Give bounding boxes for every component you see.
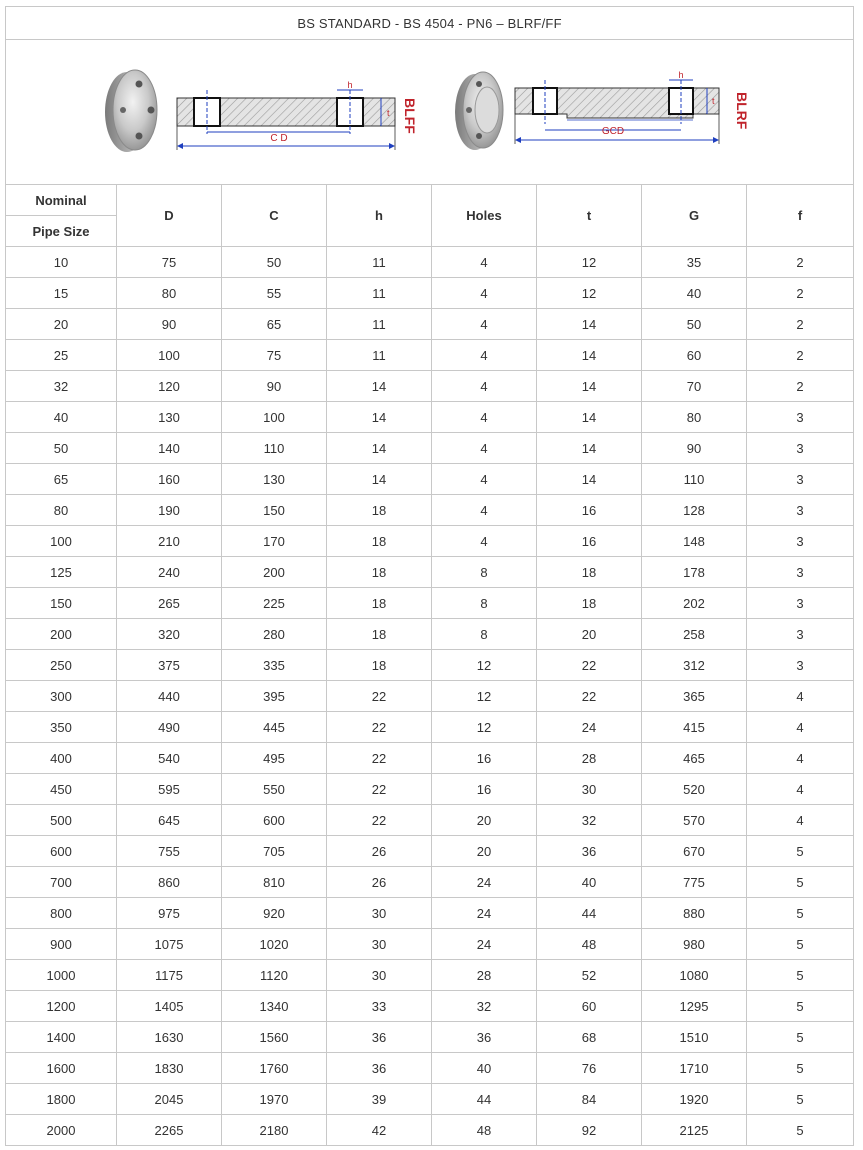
cell-holes: 4 — [432, 464, 537, 495]
cell-h: 22 — [327, 743, 432, 774]
cell-nominal-pipe-size: 250 — [6, 650, 117, 681]
cell-h: 33 — [327, 991, 432, 1022]
cell-f: 4 — [747, 774, 854, 805]
blrf-gcd-label: GCD — [601, 126, 624, 137]
cell-holes: 12 — [432, 681, 537, 712]
table-row — [6, 278, 854, 309]
cell-d: 130 — [117, 402, 222, 433]
cell-h: 14 — [327, 464, 432, 495]
cell-c: 550 — [222, 774, 327, 805]
blind-flange-rf-photo — [455, 72, 503, 150]
blind-flange-ff-photo — [105, 70, 157, 152]
blff-cd-label: C D — [269, 133, 288, 144]
cell-nominal-pipe-size: 350 — [6, 712, 117, 743]
cell-nominal-pipe-size: 1000 — [6, 960, 117, 991]
cell-c: 1970 — [222, 1084, 327, 1115]
cell-t: 60 — [537, 991, 642, 1022]
cell-h: 22 — [327, 712, 432, 743]
table-row — [6, 247, 854, 278]
cell-c: 600 — [222, 805, 327, 836]
header-d: D — [117, 185, 222, 247]
cell-holes: 16 — [432, 743, 537, 774]
cell-c: 1560 — [222, 1022, 327, 1053]
cell-nominal-pipe-size: 300 — [6, 681, 117, 712]
cell-h: 18 — [327, 557, 432, 588]
cell-c: 395 — [222, 681, 327, 712]
cell-d: 755 — [117, 836, 222, 867]
cell-g: 70 — [642, 371, 747, 402]
table-row — [6, 960, 854, 991]
cell-holes: 4 — [432, 247, 537, 278]
cell-h: 18 — [327, 526, 432, 557]
cell-holes: 4 — [432, 526, 537, 557]
cell-g: 90 — [642, 433, 747, 464]
cell-d: 100 — [117, 340, 222, 371]
cell-nominal-pipe-size: 1200 — [6, 991, 117, 1022]
cell-f: 4 — [747, 805, 854, 836]
cell-c: 1120 — [222, 960, 327, 991]
cell-g: 775 — [642, 867, 747, 898]
header-f: f — [747, 185, 854, 247]
cell-t: 22 — [537, 650, 642, 681]
cell-f: 4 — [747, 681, 854, 712]
cell-d: 210 — [117, 526, 222, 557]
cell-g: 40 — [642, 278, 747, 309]
cell-d: 1405 — [117, 991, 222, 1022]
cell-holes: 40 — [432, 1053, 537, 1084]
cell-c: 100 — [222, 402, 327, 433]
cell-t: 14 — [537, 340, 642, 371]
cell-holes: 24 — [432, 929, 537, 960]
cell-holes: 4 — [432, 278, 537, 309]
cell-t: 16 — [537, 526, 642, 557]
cell-f: 3 — [747, 402, 854, 433]
cell-g: 1080 — [642, 960, 747, 991]
cell-c: 810 — [222, 867, 327, 898]
header-h: h — [327, 185, 432, 247]
cell-d: 375 — [117, 650, 222, 681]
blrf-section-drawing — [515, 70, 750, 144]
table-title: BS STANDARD - BS 4504 - PN6 – BLRF/FF — [6, 7, 854, 40]
cell-nominal-pipe-size: 600 — [6, 836, 117, 867]
cell-t: 14 — [537, 309, 642, 340]
cell-t: 40 — [537, 867, 642, 898]
header-holes: Holes — [432, 185, 537, 247]
cell-nominal-pipe-size: 500 — [6, 805, 117, 836]
cell-holes: 44 — [432, 1084, 537, 1115]
cell-nominal-pipe-size: 10 — [6, 247, 117, 278]
table-row — [6, 340, 854, 371]
cell-g: 35 — [642, 247, 747, 278]
cell-holes: 8 — [432, 557, 537, 588]
cell-h: 18 — [327, 650, 432, 681]
cell-c: 1020 — [222, 929, 327, 960]
cell-f: 5 — [747, 1022, 854, 1053]
table-row — [6, 619, 854, 650]
table-row — [6, 712, 854, 743]
cell-holes: 36 — [432, 1022, 537, 1053]
table-row — [6, 1115, 854, 1146]
cell-nominal-pipe-size: 50 — [6, 433, 117, 464]
cell-h: 22 — [327, 805, 432, 836]
cell-nominal-pipe-size: 800 — [6, 898, 117, 929]
header-nominal: Nominal — [6, 185, 117, 216]
cell-g: 80 — [642, 402, 747, 433]
cell-c: 495 — [222, 743, 327, 774]
header-pipe-size: Pipe Size — [6, 216, 117, 247]
cell-g: 465 — [642, 743, 747, 774]
cell-f: 3 — [747, 526, 854, 557]
cell-d: 90 — [117, 309, 222, 340]
cell-g: 148 — [642, 526, 747, 557]
cell-nominal-pipe-size: 1400 — [6, 1022, 117, 1053]
cell-holes: 4 — [432, 340, 537, 371]
cell-nominal-pipe-size: 450 — [6, 774, 117, 805]
table-row — [6, 526, 854, 557]
cell-holes: 16 — [432, 774, 537, 805]
cell-f: 5 — [747, 1084, 854, 1115]
cell-g: 2125 — [642, 1115, 747, 1146]
table-row — [6, 1084, 854, 1115]
cell-d: 265 — [117, 588, 222, 619]
cell-d: 120 — [117, 371, 222, 402]
header-t: t — [537, 185, 642, 247]
cell-h: 11 — [327, 247, 432, 278]
cell-nominal-pipe-size: 40 — [6, 402, 117, 433]
cell-holes: 8 — [432, 619, 537, 650]
cell-holes: 12 — [432, 712, 537, 743]
cell-holes: 12 — [432, 650, 537, 681]
cell-t: 48 — [537, 929, 642, 960]
cell-d: 160 — [117, 464, 222, 495]
cell-t: 68 — [537, 1022, 642, 1053]
cell-d: 1830 — [117, 1053, 222, 1084]
cell-h: 36 — [327, 1053, 432, 1084]
cell-c: 130 — [222, 464, 327, 495]
flange-diagram-cell — [6, 40, 854, 185]
cell-t: 18 — [537, 557, 642, 588]
cell-h: 30 — [327, 960, 432, 991]
table-row — [6, 898, 854, 929]
cell-t: 14 — [537, 433, 642, 464]
cell-g: 365 — [642, 681, 747, 712]
cell-holes: 24 — [432, 898, 537, 929]
cell-f: 5 — [747, 1053, 854, 1084]
cell-nominal-pipe-size: 32 — [6, 371, 117, 402]
cell-g: 415 — [642, 712, 747, 743]
blff-t-label: t — [386, 108, 390, 118]
cell-t: 44 — [537, 898, 642, 929]
cell-h: 11 — [327, 309, 432, 340]
cell-holes: 4 — [432, 309, 537, 340]
cell-f: 5 — [747, 898, 854, 929]
cell-holes: 48 — [432, 1115, 537, 1146]
cell-h: 22 — [327, 681, 432, 712]
cell-d: 1630 — [117, 1022, 222, 1053]
cell-f: 3 — [747, 588, 854, 619]
cell-nominal-pipe-size: 700 — [6, 867, 117, 898]
flange-diagram — [7, 40, 853, 181]
cell-f: 4 — [747, 712, 854, 743]
cell-g: 1295 — [642, 991, 747, 1022]
cell-t: 14 — [537, 464, 642, 495]
cell-g: 312 — [642, 650, 747, 681]
cell-f: 3 — [747, 557, 854, 588]
cell-f: 2 — [747, 278, 854, 309]
cell-c: 1760 — [222, 1053, 327, 1084]
table-row — [6, 650, 854, 681]
flange-table-wrapper — [5, 6, 853, 1146]
blrf-label: BLRF — [733, 92, 750, 130]
cell-h: 18 — [327, 588, 432, 619]
cell-g: 880 — [642, 898, 747, 929]
cell-t: 28 — [537, 743, 642, 774]
cell-c: 170 — [222, 526, 327, 557]
cell-nominal-pipe-size: 200 — [6, 619, 117, 650]
cell-f: 5 — [747, 960, 854, 991]
cell-t: 20 — [537, 619, 642, 650]
cell-c: 75 — [222, 340, 327, 371]
cell-g: 520 — [642, 774, 747, 805]
table-row — [6, 836, 854, 867]
table-body — [6, 247, 854, 1146]
table-row — [6, 495, 854, 526]
cell-f: 3 — [747, 464, 854, 495]
table-row — [6, 1053, 854, 1084]
cell-g: 670 — [642, 836, 747, 867]
cell-d: 140 — [117, 433, 222, 464]
cell-t: 36 — [537, 836, 642, 867]
cell-h: 30 — [327, 898, 432, 929]
cell-d: 80 — [117, 278, 222, 309]
cell-t: 14 — [537, 402, 642, 433]
cell-h: 14 — [327, 402, 432, 433]
cell-t: 18 — [537, 588, 642, 619]
cell-h: 14 — [327, 371, 432, 402]
cell-g: 570 — [642, 805, 747, 836]
cell-t: 22 — [537, 681, 642, 712]
cell-c: 225 — [222, 588, 327, 619]
cell-holes: 8 — [432, 588, 537, 619]
cell-h: 14 — [327, 433, 432, 464]
cell-f: 2 — [747, 340, 854, 371]
cell-h: 26 — [327, 867, 432, 898]
cell-g: 50 — [642, 309, 747, 340]
cell-g: 60 — [642, 340, 747, 371]
cell-nominal-pipe-size: 900 — [6, 929, 117, 960]
blff-h-label: h — [347, 80, 353, 90]
cell-holes: 20 — [432, 836, 537, 867]
cell-c: 280 — [222, 619, 327, 650]
cell-nominal-pipe-size: 2000 — [6, 1115, 117, 1146]
cell-c: 110 — [222, 433, 327, 464]
cell-nominal-pipe-size: 65 — [6, 464, 117, 495]
cell-nominal-pipe-size: 1800 — [6, 1084, 117, 1115]
cell-g: 110 — [642, 464, 747, 495]
cell-c: 55 — [222, 278, 327, 309]
cell-c: 50 — [222, 247, 327, 278]
cell-h: 42 — [327, 1115, 432, 1146]
cell-g: 980 — [642, 929, 747, 960]
cell-t: 76 — [537, 1053, 642, 1084]
table-row — [6, 774, 854, 805]
cell-f: 5 — [747, 1115, 854, 1146]
table-row — [6, 464, 854, 495]
cell-holes: 20 — [432, 805, 537, 836]
cell-h: 30 — [327, 929, 432, 960]
cell-nominal-pipe-size: 20 — [6, 309, 117, 340]
cell-h: 11 — [327, 278, 432, 309]
cell-f: 4 — [747, 743, 854, 774]
cell-h: 36 — [327, 1022, 432, 1053]
cell-d: 240 — [117, 557, 222, 588]
cell-t: 16 — [537, 495, 642, 526]
cell-g: 1710 — [642, 1053, 747, 1084]
cell-holes: 4 — [432, 402, 537, 433]
cell-holes: 32 — [432, 991, 537, 1022]
cell-f: 5 — [747, 929, 854, 960]
cell-d: 1075 — [117, 929, 222, 960]
cell-d: 320 — [117, 619, 222, 650]
cell-t: 52 — [537, 960, 642, 991]
cell-g: 128 — [642, 495, 747, 526]
cell-nominal-pipe-size: 125 — [6, 557, 117, 588]
cell-c: 90 — [222, 371, 327, 402]
cell-nominal-pipe-size: 400 — [6, 743, 117, 774]
cell-g: 1920 — [642, 1084, 747, 1115]
table-row — [6, 929, 854, 960]
table-row — [6, 681, 854, 712]
blrf-h-label: h — [678, 70, 684, 80]
cell-t: 30 — [537, 774, 642, 805]
table-row — [6, 371, 854, 402]
blrf-t-label: t — [711, 96, 715, 106]
blff-label: BLFF — [401, 98, 418, 134]
cell-holes: 28 — [432, 960, 537, 991]
cell-d: 595 — [117, 774, 222, 805]
cell-c: 335 — [222, 650, 327, 681]
cell-c: 445 — [222, 712, 327, 743]
cell-d: 440 — [117, 681, 222, 712]
cell-f: 2 — [747, 371, 854, 402]
table-row — [6, 402, 854, 433]
cell-c: 150 — [222, 495, 327, 526]
cell-t: 92 — [537, 1115, 642, 1146]
cell-d: 2265 — [117, 1115, 222, 1146]
table-row — [6, 433, 854, 464]
cell-f: 5 — [747, 991, 854, 1022]
cell-c: 2180 — [222, 1115, 327, 1146]
cell-c: 920 — [222, 898, 327, 929]
cell-t: 32 — [537, 805, 642, 836]
cell-nominal-pipe-size: 150 — [6, 588, 117, 619]
cell-d: 540 — [117, 743, 222, 774]
flange-dimension-table — [5, 6, 854, 1146]
cell-d: 190 — [117, 495, 222, 526]
cell-t: 24 — [537, 712, 642, 743]
cell-f: 3 — [747, 619, 854, 650]
table-row — [6, 805, 854, 836]
cell-d: 1175 — [117, 960, 222, 991]
blff-section-drawing — [177, 80, 418, 150]
table-row — [6, 309, 854, 340]
cell-nominal-pipe-size: 80 — [6, 495, 117, 526]
cell-t: 14 — [537, 371, 642, 402]
table-row — [6, 867, 854, 898]
cell-f: 5 — [747, 836, 854, 867]
cell-g: 1510 — [642, 1022, 747, 1053]
table-row — [6, 557, 854, 588]
table-row — [6, 743, 854, 774]
cell-g: 202 — [642, 588, 747, 619]
cell-c: 200 — [222, 557, 327, 588]
cell-t: 12 — [537, 247, 642, 278]
table-row — [6, 1022, 854, 1053]
table-row — [6, 991, 854, 1022]
cell-f: 2 — [747, 247, 854, 278]
cell-d: 860 — [117, 867, 222, 898]
cell-h: 22 — [327, 774, 432, 805]
cell-f: 3 — [747, 650, 854, 681]
cell-h: 26 — [327, 836, 432, 867]
cell-g: 178 — [642, 557, 747, 588]
cell-nominal-pipe-size: 15 — [6, 278, 117, 309]
cell-t: 12 — [537, 278, 642, 309]
cell-h: 39 — [327, 1084, 432, 1115]
cell-h: 18 — [327, 619, 432, 650]
cell-holes: 4 — [432, 495, 537, 526]
cell-h: 18 — [327, 495, 432, 526]
cell-c: 705 — [222, 836, 327, 867]
table-row — [6, 588, 854, 619]
cell-d: 975 — [117, 898, 222, 929]
cell-holes: 4 — [432, 371, 537, 402]
cell-d: 490 — [117, 712, 222, 743]
cell-t: 84 — [537, 1084, 642, 1115]
cell-c: 1340 — [222, 991, 327, 1022]
cell-f: 3 — [747, 495, 854, 526]
header-g: G — [642, 185, 747, 247]
cell-holes: 24 — [432, 867, 537, 898]
cell-nominal-pipe-size: 25 — [6, 340, 117, 371]
cell-c: 65 — [222, 309, 327, 340]
cell-h: 11 — [327, 340, 432, 371]
cell-holes: 4 — [432, 433, 537, 464]
cell-f: 5 — [747, 867, 854, 898]
cell-d: 75 — [117, 247, 222, 278]
cell-d: 2045 — [117, 1084, 222, 1115]
cell-nominal-pipe-size: 100 — [6, 526, 117, 557]
cell-nominal-pipe-size: 1600 — [6, 1053, 117, 1084]
cell-g: 258 — [642, 619, 747, 650]
cell-f: 2 — [747, 309, 854, 340]
cell-d: 645 — [117, 805, 222, 836]
header-c: C — [222, 185, 327, 247]
cell-f: 3 — [747, 433, 854, 464]
